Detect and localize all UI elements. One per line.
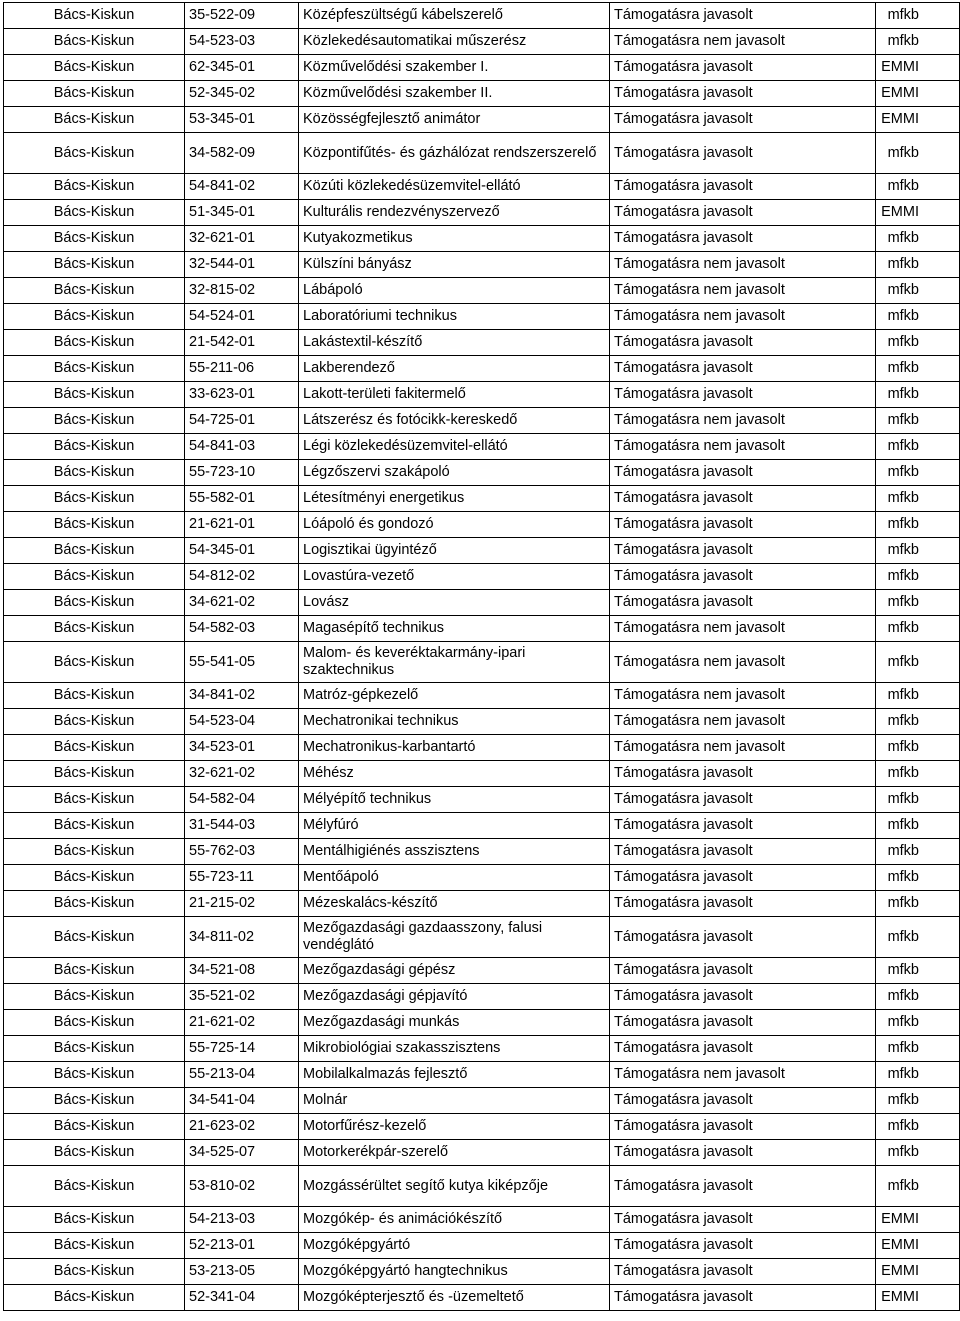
code-cell: 52-341-04 [185,1285,299,1311]
county-cell: Bács-Kiskun [4,839,185,865]
county-cell: Bács-Kiskun [4,512,185,538]
county-cell: Bács-Kiskun [4,1285,185,1311]
name-cell: Lakberendező [299,356,610,382]
status-cell: Támogatásra javasolt [610,107,876,133]
code-cell: 55-723-10 [185,460,299,486]
status-cell: Támogatásra nem javasolt [610,709,876,735]
code-cell: 55-762-03 [185,839,299,865]
name-cell: Mobilalkalmazás fejlesztő [299,1062,610,1088]
status-cell: Támogatásra javasolt [610,564,876,590]
owner-cell: mfkb [876,512,960,538]
owner-cell: mfkb [876,538,960,564]
status-cell: Támogatásra javasolt [610,917,876,958]
status-cell: Támogatásra nem javasolt [610,616,876,642]
code-cell: 21-215-02 [185,891,299,917]
table-row [4,1259,960,1285]
status-cell: Támogatásra javasolt [610,382,876,408]
owner-cell: mfkb [876,813,960,839]
status-cell: Támogatásra javasolt [610,1207,876,1233]
status-cell: Támogatásra javasolt [610,787,876,813]
code-cell: 31-544-03 [185,813,299,839]
owner-cell: mfkb [876,865,960,891]
name-cell: Közművelődési szakember I. [299,55,610,81]
code-cell: 32-815-02 [185,278,299,304]
name-cell: Látszerész és fotócikk-kereskedő [299,408,610,434]
county-cell: Bács-Kiskun [4,278,185,304]
name-cell: Mezőgazdasági gépjavító [299,984,610,1010]
name-cell: Mezőgazdasági gépész [299,958,610,984]
table-row [4,642,960,683]
table-row [4,29,960,55]
table-row [4,616,960,642]
owner-cell: EMMI [876,200,960,226]
code-cell: 52-345-02 [185,81,299,107]
code-cell: 54-523-04 [185,709,299,735]
name-cell: Kulturális rendezvényszervező [299,200,610,226]
county-cell: Bács-Kiskun [4,81,185,107]
county-cell: Bács-Kiskun [4,356,185,382]
name-cell: Laboratóriumi technikus [299,304,610,330]
name-cell: Molnár [299,1088,610,1114]
name-cell: Mechatronikus-karbantartó [299,735,610,761]
status-cell: Támogatásra nem javasolt [610,408,876,434]
code-cell: 34-541-04 [185,1088,299,1114]
county-cell: Bács-Kiskun [4,709,185,735]
name-cell: Mentőápoló [299,865,610,891]
code-cell: 21-623-02 [185,1114,299,1140]
table-row [4,382,960,408]
name-cell: Légi közlekedésüzemvitel-ellátó [299,434,610,460]
owner-cell: mfkb [876,133,960,174]
county-cell: Bács-Kiskun [4,683,185,709]
county-cell: Bács-Kiskun [4,133,185,174]
county-cell: Bács-Kiskun [4,1062,185,1088]
status-cell: Támogatásra javasolt [610,3,876,29]
code-cell: 33-623-01 [185,382,299,408]
name-cell: Lovastúra-vezető [299,564,610,590]
name-cell: Mentálhigiénés asszisztens [299,839,610,865]
table-row [4,252,960,278]
owner-cell: mfkb [876,1062,960,1088]
county-cell: Bács-Kiskun [4,330,185,356]
name-cell: Mezőgazdasági munkás [299,1010,610,1036]
status-cell: Támogatásra javasolt [610,1166,876,1207]
code-cell: 54-812-02 [185,564,299,590]
name-cell: Középfeszültségű kábelszerelő [299,3,610,29]
code-cell: 34-841-02 [185,683,299,709]
status-cell: Támogatásra javasolt [610,226,876,252]
status-cell: Támogatásra javasolt [610,356,876,382]
owner-cell: mfkb [876,839,960,865]
name-cell: Mozgókép- és animációkészítő [299,1207,610,1233]
county-cell: Bács-Kiskun [4,735,185,761]
status-cell: Támogatásra javasolt [610,330,876,356]
name-cell: Lakástextil-készítő [299,330,610,356]
owner-cell: mfkb [876,616,960,642]
owner-cell: mfkb [876,330,960,356]
status-cell: Támogatásra nem javasolt [610,252,876,278]
status-cell: Támogatásra javasolt [610,55,876,81]
status-cell: Támogatásra javasolt [610,486,876,512]
table-row [4,356,960,382]
name-cell: Mélyépítő technikus [299,787,610,813]
name-cell: Méhész [299,761,610,787]
county-cell: Bács-Kiskun [4,3,185,29]
county-cell: Bács-Kiskun [4,958,185,984]
status-cell: Támogatásra javasolt [610,891,876,917]
status-cell: Támogatásra javasolt [610,1140,876,1166]
status-cell: Támogatásra javasolt [610,1114,876,1140]
name-cell: Kutyakozmetikus [299,226,610,252]
table-row [4,1166,960,1207]
status-cell: Támogatásra nem javasolt [610,735,876,761]
county-cell: Bács-Kiskun [4,1233,185,1259]
owner-cell: EMMI [876,107,960,133]
name-cell: Lóápoló és gondozó [299,512,610,538]
status-cell: Támogatásra javasolt [610,984,876,1010]
code-cell: 52-213-01 [185,1233,299,1259]
status-cell: Támogatásra javasolt [610,813,876,839]
county-cell: Bács-Kiskun [4,590,185,616]
county-cell: Bács-Kiskun [4,984,185,1010]
code-cell: 54-523-03 [185,29,299,55]
owner-cell: mfkb [876,1140,960,1166]
status-cell: Támogatásra javasolt [610,1233,876,1259]
status-cell: Támogatásra javasolt [610,1036,876,1062]
owner-cell: mfkb [876,891,960,917]
name-cell: Magasépítő technikus [299,616,610,642]
county-cell: Bács-Kiskun [4,1207,185,1233]
table-row [4,839,960,865]
code-cell: 34-525-07 [185,1140,299,1166]
owner-cell: mfkb [876,1166,960,1207]
code-cell: 55-541-05 [185,642,299,683]
county-cell: Bács-Kiskun [4,813,185,839]
county-cell: Bács-Kiskun [4,408,185,434]
table-row [4,304,960,330]
code-cell: 32-544-01 [185,252,299,278]
code-cell: 62-345-01 [185,55,299,81]
owner-cell: EMMI [876,1259,960,1285]
owner-cell: mfkb [876,761,960,787]
code-cell: 34-582-09 [185,133,299,174]
table-body [4,3,960,1311]
county-cell: Bács-Kiskun [4,616,185,642]
code-cell: 53-345-01 [185,107,299,133]
code-cell: 54-213-03 [185,1207,299,1233]
status-cell: Támogatásra nem javasolt [610,29,876,55]
county-cell: Bács-Kiskun [4,1166,185,1207]
county-cell: Bács-Kiskun [4,200,185,226]
name-cell: Malom- és keveréktakarmány-ipari szaktechnikus [299,642,610,683]
code-cell: 55-582-01 [185,486,299,512]
owner-cell: mfkb [876,29,960,55]
name-cell: Motorkerékpár-szerelő [299,1140,610,1166]
name-cell: Közúti közlekedésüzemvitel-ellátó [299,174,610,200]
table-row [4,761,960,787]
owner-cell: mfkb [876,3,960,29]
table-row [4,133,960,174]
table-row [4,891,960,917]
status-cell: Támogatásra javasolt [610,1010,876,1036]
county-cell: Bács-Kiskun [4,642,185,683]
county-cell: Bács-Kiskun [4,564,185,590]
owner-cell: mfkb [876,958,960,984]
table-row [4,55,960,81]
table-row [4,460,960,486]
status-cell: Támogatásra nem javasolt [610,304,876,330]
table-row [4,278,960,304]
county-cell: Bács-Kiskun [4,252,185,278]
owner-cell: mfkb [876,1036,960,1062]
table-row [4,787,960,813]
table-row [4,3,960,29]
table-row [4,486,960,512]
status-cell: Támogatásra javasolt [610,958,876,984]
county-cell: Bács-Kiskun [4,55,185,81]
county-cell: Bács-Kiskun [4,460,185,486]
owner-cell: EMMI [876,55,960,81]
owner-cell: mfkb [876,1088,960,1114]
table-row [4,709,960,735]
owner-cell: mfkb [876,709,960,735]
table-row [4,1062,960,1088]
owner-cell: mfkb [876,252,960,278]
county-cell: Bács-Kiskun [4,1036,185,1062]
status-cell: Támogatásra nem javasolt [610,683,876,709]
status-cell: Támogatásra nem javasolt [610,642,876,683]
name-cell: Központifűtés- és gázhálózat rendszerszerelő [299,133,610,174]
table-row [4,1140,960,1166]
table-row [4,1088,960,1114]
status-cell: Támogatásra nem javasolt [610,1062,876,1088]
owner-cell: EMMI [876,1207,960,1233]
county-cell: Bács-Kiskun [4,382,185,408]
status-cell: Támogatásra javasolt [610,460,876,486]
county-cell: Bács-Kiskun [4,1114,185,1140]
county-cell: Bács-Kiskun [4,226,185,252]
table-row [4,200,960,226]
code-cell: 53-810-02 [185,1166,299,1207]
owner-cell: mfkb [876,356,960,382]
county-cell: Bács-Kiskun [4,761,185,787]
code-cell: 34-811-02 [185,917,299,958]
name-cell: Külszíni bányász [299,252,610,278]
table-row [4,1036,960,1062]
code-cell: 54-524-01 [185,304,299,330]
code-cell: 34-621-02 [185,590,299,616]
table-row [4,984,960,1010]
owner-cell: mfkb [876,382,960,408]
county-cell: Bács-Kiskun [4,1259,185,1285]
table-row [4,174,960,200]
code-cell: 21-621-02 [185,1010,299,1036]
owner-cell: EMMI [876,81,960,107]
owner-cell: mfkb [876,683,960,709]
status-cell: Támogatásra javasolt [610,1259,876,1285]
table-row [4,330,960,356]
code-cell: 35-521-02 [185,984,299,1010]
table-row [4,1233,960,1259]
owner-cell: mfkb [876,226,960,252]
owner-cell: mfkb [876,735,960,761]
owner-cell: mfkb [876,278,960,304]
table-row [4,590,960,616]
table-row [4,512,960,538]
code-cell: 54-841-03 [185,434,299,460]
code-cell: 55-723-11 [185,865,299,891]
owner-cell: mfkb [876,434,960,460]
owner-cell: mfkb [876,564,960,590]
table-row [4,81,960,107]
owner-cell: EMMI [876,1285,960,1311]
name-cell: Lovász [299,590,610,616]
name-cell: Lakott-területi fakitermelő [299,382,610,408]
name-cell: Mélyfúró [299,813,610,839]
owner-cell: mfkb [876,486,960,512]
name-cell: Közművelődési szakember II. [299,81,610,107]
table-row [4,865,960,891]
table-row [4,1285,960,1311]
county-cell: Bács-Kiskun [4,174,185,200]
table-row [4,683,960,709]
table-row [4,958,960,984]
table-row [4,813,960,839]
owner-cell: mfkb [876,590,960,616]
status-cell: Támogatásra nem javasolt [610,434,876,460]
code-cell: 21-542-01 [185,330,299,356]
code-cell: 21-621-01 [185,512,299,538]
name-cell: Mézeskalács-készítő [299,891,610,917]
table-row [4,735,960,761]
county-cell: Bács-Kiskun [4,434,185,460]
code-cell: 54-582-03 [185,616,299,642]
name-cell: Közlekedésautomatikai műszerész [299,29,610,55]
owner-cell: EMMI [876,1233,960,1259]
code-cell: 32-621-01 [185,226,299,252]
code-cell: 54-841-02 [185,174,299,200]
table-row [4,1010,960,1036]
code-cell: 53-213-05 [185,1259,299,1285]
owner-cell: mfkb [876,917,960,958]
county-cell: Bács-Kiskun [4,29,185,55]
owner-cell: mfkb [876,304,960,330]
name-cell: Létesítményi energetikus [299,486,610,512]
table-row [4,1207,960,1233]
county-cell: Bács-Kiskun [4,486,185,512]
qualification-table [3,2,960,1311]
status-cell: Támogatásra javasolt [610,1285,876,1311]
status-cell: Támogatásra javasolt [610,133,876,174]
owner-cell: mfkb [876,460,960,486]
county-cell: Bács-Kiskun [4,917,185,958]
code-cell: 54-582-04 [185,787,299,813]
name-cell: Mozgóképterjesztő és -üzemeltető [299,1285,610,1311]
name-cell: Matróz-gépkezelő [299,683,610,709]
code-cell: 35-522-09 [185,3,299,29]
name-cell: Mozgássérültet segítő kutya kiképzője [299,1166,610,1207]
county-cell: Bács-Kiskun [4,1140,185,1166]
table-row [4,408,960,434]
code-cell: 54-725-01 [185,408,299,434]
code-cell: 55-213-04 [185,1062,299,1088]
status-cell: Támogatásra javasolt [610,200,876,226]
county-cell: Bács-Kiskun [4,107,185,133]
code-cell: 55-211-06 [185,356,299,382]
owner-cell: mfkb [876,408,960,434]
name-cell: Mozgóképgyártó [299,1233,610,1259]
status-cell: Támogatásra javasolt [610,512,876,538]
county-cell: Bács-Kiskun [4,1010,185,1036]
status-cell: Támogatásra nem javasolt [610,278,876,304]
table-row [4,107,960,133]
status-cell: Támogatásra javasolt [610,761,876,787]
county-cell: Bács-Kiskun [4,865,185,891]
owner-cell: mfkb [876,787,960,813]
name-cell: Légzőszervi szakápoló [299,460,610,486]
owner-cell: mfkb [876,1114,960,1140]
county-cell: Bács-Kiskun [4,787,185,813]
name-cell: Logisztikai ügyintéző [299,538,610,564]
county-cell: Bács-Kiskun [4,538,185,564]
name-cell: Mezőgazdasági gazdaasszony, falusi vendéglátó [299,917,610,958]
status-cell: Támogatásra javasolt [610,174,876,200]
status-cell: Támogatásra javasolt [610,81,876,107]
owner-cell: mfkb [876,642,960,683]
owner-cell: mfkb [876,1010,960,1036]
name-cell: Lábápoló [299,278,610,304]
code-cell: 55-725-14 [185,1036,299,1062]
name-cell: Motorfűrész-kezelő [299,1114,610,1140]
code-cell: 34-523-01 [185,735,299,761]
county-cell: Bács-Kiskun [4,304,185,330]
name-cell: Mikrobiológiai szakasszisztens [299,1036,610,1062]
status-cell: Támogatásra javasolt [610,839,876,865]
code-cell: 54-345-01 [185,538,299,564]
status-cell: Támogatásra javasolt [610,1088,876,1114]
county-cell: Bács-Kiskun [4,1088,185,1114]
code-cell: 34-521-08 [185,958,299,984]
owner-cell: mfkb [876,984,960,1010]
name-cell: Közösségfejlesztő animátor [299,107,610,133]
table-row [4,226,960,252]
table-row [4,564,960,590]
table-row [4,1114,960,1140]
owner-cell: mfkb [876,174,960,200]
status-cell: Támogatásra javasolt [610,865,876,891]
county-cell: Bács-Kiskun [4,891,185,917]
table-row [4,917,960,958]
status-cell: Támogatásra javasolt [610,538,876,564]
status-cell: Támogatásra javasolt [610,590,876,616]
code-cell: 32-621-02 [185,761,299,787]
table-row [4,434,960,460]
table-row [4,538,960,564]
code-cell: 51-345-01 [185,200,299,226]
name-cell: Mozgóképgyártó hangtechnikus [299,1259,610,1285]
name-cell: Mechatronikai technikus [299,709,610,735]
